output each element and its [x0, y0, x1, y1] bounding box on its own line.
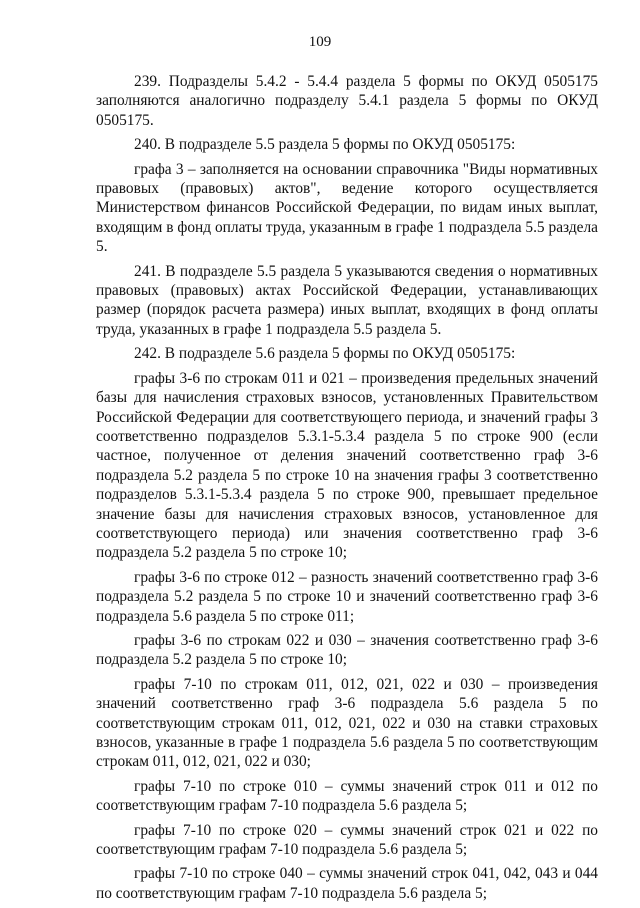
paragraph-242-grafy-3-6-022-030: графы 3-6 по строкам 022 и 030 – значения соответственно граф 3-6 подраздела 5.2 раздела 5 по строке 10;	[96, 631, 598, 669]
paragraph-242-grafy-7-10-rates: графы 7-10 по строкам 011, 012, 021, 022 и 030 – произведения значений соответственно граф 3-6 подраздела 5.6 раздела 5 по соответствующим строкам 011, 012, 021, 022 и 030 на ставки страховых взносов, указанные в графе 1 подраздела 5.6 раздела 5 по соответствующим строкам 011, 012, 021, 022 и 030;	[96, 675, 598, 771]
paragraph-242-grafy-3-6-011-021: графы 3-6 по строкам 011 и 021 – произведения предельных значений базы для начисления страховых взносов, установленных Правительством Российской Федерации для соответствующего периода, и значений графы 3 соответственно подразделов 5.3.1-5.3.4 раздела 5 по строке 900 (если частное, полученное от деления значений соответственно граф 3-6 подраздела 5.2 раздела 5 по строке 10 на значения графы 3 соответственно подразделов 5.3.1-5.3.4 раздела 5 по строке 900, превышает предельное значение базы для начисления страховых взносов, установленное для соответствующего периода) или значения соответственно граф 3-6 подраздела 5.2 раздела 5 по строке 10;	[96, 369, 598, 562]
paragraph-240-grafa-3: графа 3 – заполняется на основании справочника "Виды нормативных правовых (правовых) актов", ведение которого осуществляется Министерством финансов Российской Федерации, по видам иных выплат, входящим в фонд оплаты труда, указанным в графе 1 подраздела 5.5 раздела 5.	[96, 160, 598, 256]
document-body	[96, 72, 598, 908]
paragraph-242-grafy-7-10-020: графы 7-10 по строке 020 – суммы значений строк 021 и 022 по соответствующим графам 7-10 подраздела 5.6 раздела 5;	[96, 821, 598, 859]
paragraph-241: 241. В подразделе 5.5 раздела 5 указываются сведения о нормативных правовых (правовых) актах Российской Федерации, устанавливающих размер (порядок расчета размера) иных выплат, входящих в фонд оплаты труда, указанных в графе 1 подраздела 5.5 раздела 5.	[96, 262, 598, 338]
paragraph-242: 242. В подразделе 5.6 раздела 5 формы по ОКУД 0505175:	[134, 345, 516, 363]
paragraph-242-grafy-7-10-010: графы 7-10 по строке 010 – суммы значений строк 011 и 012 по соответствующим графам 7-10 подраздела 5.6 раздела 5;	[96, 777, 598, 815]
paragraph-242-grafy-3-6-012: графы 3-6 по строке 012 – разность значений соответственно граф 3-6 подраздела 5.2 раздела 5 по строке 10 и значений соответственно граф 3-6 подраздела 5.6 раздела 5 по строке 011;	[96, 568, 598, 625]
paragraph-240: 240. В подразделе 5.5 раздела 5 формы по ОКУД 0505175:	[134, 136, 516, 154]
paragraph-242-grafy-7-10-040: графы 7-10 по строке 040 – суммы значений строк 041, 042, 043 и 044 по соответствующим графам 7-10 подраздела 5.6 раздела 5;	[96, 865, 598, 902]
paragraph-239: 239. Подразделы 5.4.2 - 5.4.4 раздела 5 формы по ОКУД 0505175 заполняются аналогично подразделу 5.4.1 раздела 5 формы по ОКУД 0505175.	[96, 73, 598, 129]
page-number: 109	[308, 34, 332, 50]
